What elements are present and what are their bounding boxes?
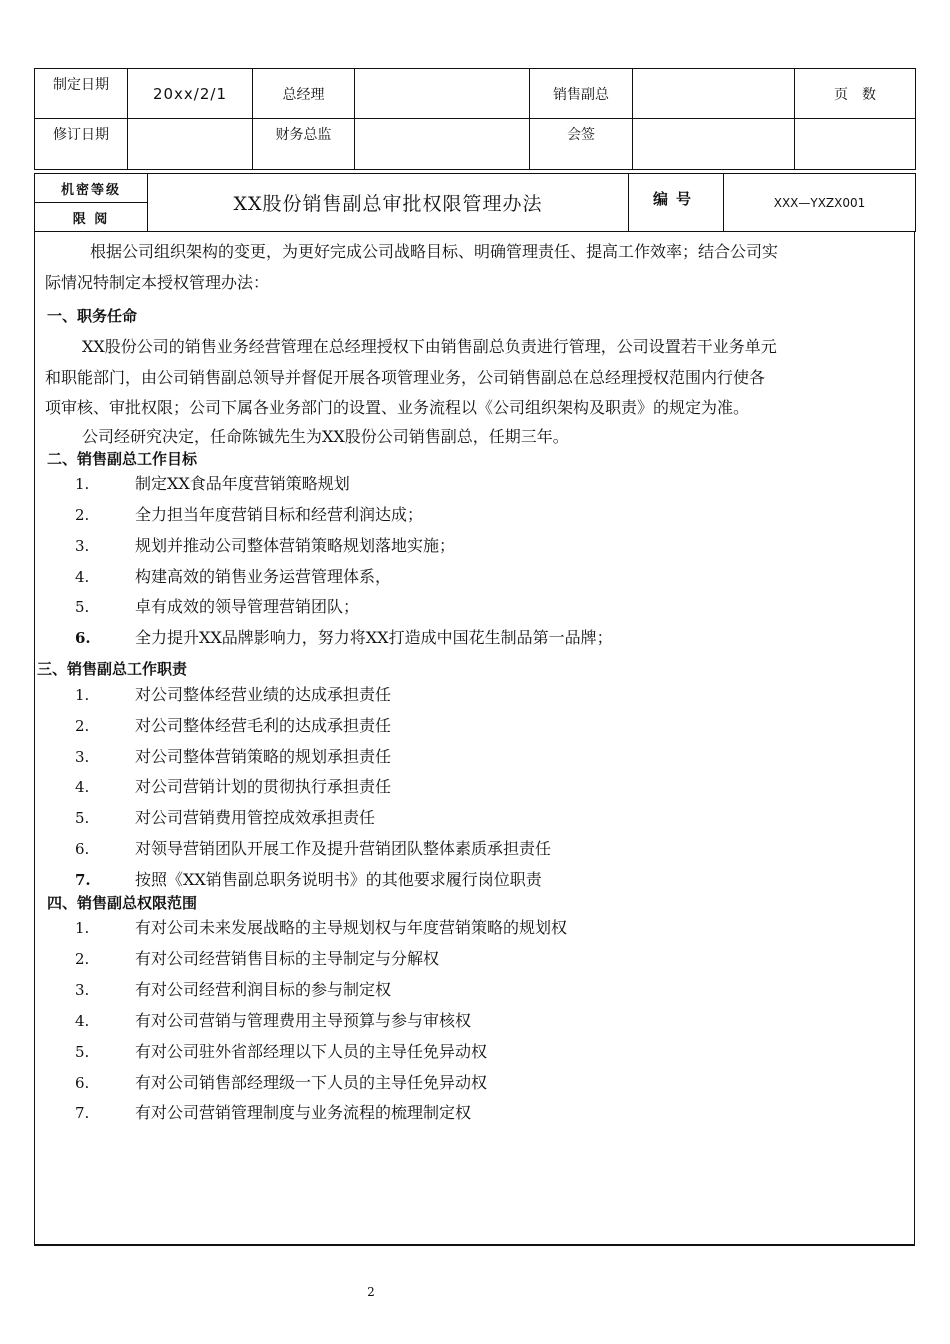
gm-signature-cell — [355, 69, 530, 119]
list-item-text: 有对公司营销与管理费用主导预算与参与审核权 — [135, 1011, 472, 1030]
document-title: XX股份销售副总审批权限管理办法 — [148, 174, 629, 232]
revise-date-label: 修订日期 — [35, 119, 128, 170]
made-date-value: 20xx/2/1 — [128, 69, 253, 119]
list-item-text: 有对公司驻外省部经理以下人员的主导任免异动权 — [135, 1042, 488, 1061]
list-item — [75, 918, 567, 938]
made-date-label: 制定日期 — [35, 69, 128, 119]
list-item-text: 全力担当年度营销目标和经营利润达成； — [135, 505, 424, 524]
list-item-text: 卓有成效的领导管理营销团队； — [135, 597, 360, 616]
countersign-cell — [633, 119, 795, 170]
list-item-number: 3. — [75, 981, 90, 999]
list-item-text: 对公司营销计划的贯彻执行承担责任 — [135, 777, 392, 796]
document-body — [34, 231, 915, 1246]
list-item-text: 对公司整体经营业绩的达成承担责任 — [135, 685, 392, 704]
list-item — [75, 567, 391, 587]
limited-access-label: 限 阅 — [35, 203, 148, 232]
section-1-para-line-1: XX股份公司的销售业务经营管理在总经理授权下由销售副总负责进行管理，公司设置若干业务单元 — [82, 337, 777, 356]
list-item-text: 对公司营销费用管控成效承担责任 — [135, 808, 376, 827]
pages-value — [795, 119, 916, 170]
list-item-number: 4. — [75, 568, 90, 586]
list-item-number: 2. — [75, 506, 90, 524]
list-item-text: 按照《XX销售副总职务说明书》的其他要求履行岗位职责 — [135, 870, 542, 889]
section-1-para-line-3: 项审核、审批权限；公司下属各业务部门的设置、业务流程以《公司组织架构及职责》的规定为准。 — [45, 398, 750, 417]
list-item-number: 4. — [75, 778, 90, 796]
list-item-number: 7. — [75, 1104, 90, 1122]
countersign-label: 会签 — [530, 119, 633, 170]
section-1-para-2: 公司经研究决定，任命陈铖先生为XX股份公司销售副总，任期三年。 — [82, 427, 569, 446]
list-item-number: 3. — [75, 537, 90, 555]
list-item-number: 7. — [75, 871, 91, 889]
pages-label: 页 数 — [795, 69, 916, 119]
page-number: 2 — [367, 1285, 375, 1299]
list-item — [75, 839, 551, 859]
section-2-heading: 二、销售副总工作目标 — [47, 450, 198, 468]
list-item-text: 有对公司营销管理制度与业务流程的梳理制定权 — [135, 1103, 472, 1122]
list-item-text: 有对公司未来发展战略的主导规划权与年度营销策略的规划权 — [135, 918, 568, 937]
cfo-label: 财务总监 — [253, 119, 355, 170]
secret-level-label: 机密等级 — [35, 174, 148, 203]
list-item — [75, 505, 423, 525]
list-item-number: 1. — [75, 686, 90, 704]
vp-sales-label: 销售副总 — [530, 69, 633, 119]
list-item-text: 制定XX食品年度营销策略规划 — [135, 474, 350, 493]
list-item — [75, 716, 391, 736]
list-item-text: 对公司整体营销策略的规划承担责任 — [135, 747, 392, 766]
list-item — [75, 949, 439, 969]
list-item — [75, 747, 391, 767]
list-item — [75, 1042, 487, 1062]
revise-date-value — [128, 119, 253, 170]
list-item-number: 6. — [75, 840, 90, 858]
list-item — [75, 980, 391, 1000]
list-item-text: 全力提升XX品牌影响力，努力将XX打造成中国花生制品第一品牌； — [135, 628, 613, 647]
number-label: 编号 — [629, 174, 724, 232]
list-item-text: 规划并推动公司整体营销策略规划落地实施； — [135, 536, 456, 555]
list-item — [75, 808, 375, 828]
list-item — [75, 1073, 487, 1093]
list-item — [75, 536, 455, 556]
title-table — [34, 173, 916, 232]
section-1-heading: 一、职务任命 — [47, 307, 138, 325]
list-item-text: 对领导营销团队开展工作及提升营销团队整体素质承担责任 — [135, 839, 552, 858]
section-4-heading: 四、销售副总权限范围 — [47, 894, 198, 912]
list-item-text: 构建高效的销售业务运营管理体系， — [135, 567, 392, 586]
list-item — [75, 1011, 471, 1031]
list-item — [75, 474, 350, 494]
list-item-number: 5. — [75, 1043, 90, 1061]
intro-line-2: 际情况特制定本授权管理办法： — [45, 273, 270, 292]
list-item-number: 1. — [75, 475, 90, 493]
intro-line-1: 根据公司组织架构的变更，为更好完成公司战略目标、明确管理责任、提高工作效率；结合公司实 — [90, 242, 779, 261]
section-3-heading: 三、销售副总工作职责 — [37, 660, 188, 678]
list-item — [75, 1103, 471, 1123]
list-item — [75, 628, 613, 648]
list-item-number: 1. — [75, 919, 90, 937]
document-number: XXX—YXZX001 — [724, 174, 916, 232]
list-item — [75, 685, 391, 705]
list-item-text: 有对公司经营销售目标的主导制定与分解权 — [135, 949, 440, 968]
list-item-number: 3. — [75, 748, 90, 766]
list-item-number: 4. — [75, 1012, 90, 1030]
gm-label: 总经理 — [253, 69, 355, 119]
list-item-number: 6. — [75, 629, 91, 647]
list-item-number: 5. — [75, 809, 90, 827]
list-item-number: 2. — [75, 717, 90, 735]
cfo-signature-cell — [355, 119, 530, 170]
list-item-number: 5. — [75, 598, 90, 616]
list-item-text: 有对公司销售部经理级一下人员的主导任免异动权 — [135, 1073, 488, 1092]
approval-table — [34, 68, 916, 170]
list-item-text: 有对公司经营利润目标的参与制定权 — [135, 980, 392, 999]
list-item — [75, 777, 391, 797]
section-1-para-line-2: 和职能部门，由公司销售副总领导并督促开展各项管理业务，公司销售副总在总经理授权范围内行使各 — [45, 368, 766, 387]
list-item-number: 6. — [75, 1074, 90, 1092]
list-item — [75, 870, 542, 890]
vp-sales-signature-cell — [633, 69, 795, 119]
list-item-number: 2. — [75, 950, 90, 968]
list-item — [75, 597, 359, 617]
list-item-text: 对公司整体经营毛利的达成承担责任 — [135, 716, 392, 735]
